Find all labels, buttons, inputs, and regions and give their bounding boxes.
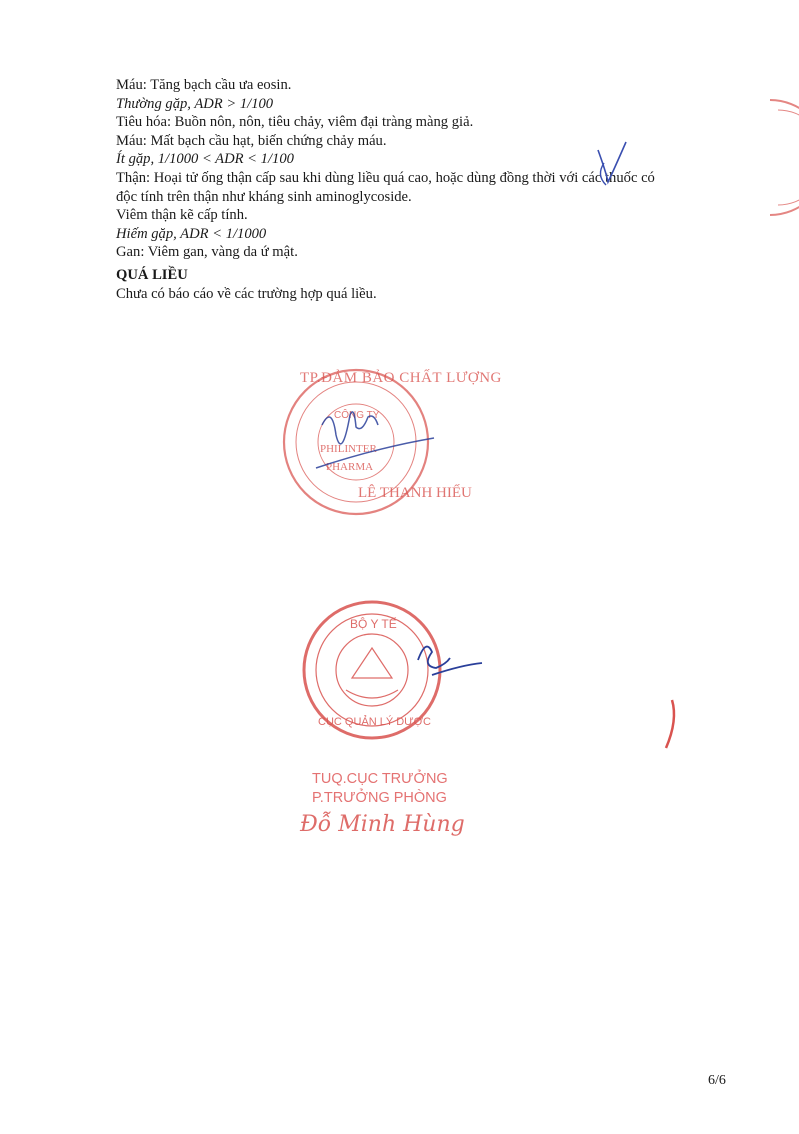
company-stamp-name: LÊ THANH HIẾU <box>358 485 472 501</box>
overdose-text: Chưa có báo cáo về các trường hợp quá liều. <box>116 285 377 302</box>
ministry-line-1: TUQ.CỤC TRƯỞNG <box>312 771 448 787</box>
company-stamp-title: TP.ĐẢM BẢO CHẤT LƯỢNG <box>300 370 502 386</box>
ministry-stamp-block <box>312 770 448 808</box>
seal-company-top: CÔNG TY <box>334 410 380 421</box>
edge-seal-icon <box>770 100 799 215</box>
text-line: Thường gặp, ADR > 1/100 <box>116 95 274 112</box>
red-mark <box>666 700 674 748</box>
seal-ministry-bottom: CỤC QUẢN LÝ DƯỢC <box>318 716 431 728</box>
ministry-line-2: P.TRƯỞNG PHÒNG <box>312 790 447 806</box>
seal-ministry-top: BỘ Y TẾ <box>350 617 397 631</box>
text-line: Máu: Mất bạch cầu hạt, biến chứng chảy máu. <box>116 132 387 149</box>
check-mark-icon <box>598 142 626 182</box>
text-line: độc tính trên thận như kháng sinh aminoglycoside. <box>116 188 412 205</box>
ministry-signature-name: Đỗ Minh Hùng <box>300 812 465 837</box>
text-line: Ít gặp, 1/1000 < ADR < 1/100 <box>116 151 294 168</box>
text-line: Viêm thận kẽ cấp tính. <box>116 207 248 224</box>
seal-company-mid2: PHARMA <box>326 461 374 473</box>
text-line: Máu: Tăng bạch cầu ưa eosin. <box>116 77 292 93</box>
page-number: 6/6 <box>708 1073 726 1088</box>
overdose-heading: QUÁ LIỀU <box>116 266 188 283</box>
text-line: Gan: Viêm gan, vàng da ứ mật. <box>116 244 298 261</box>
seal-company-mid1: PHILINTER <box>320 443 377 455</box>
text-line: Tiêu hóa: Buồn nôn, nôn, tiêu chảy, viêm đại tràng màng giả. <box>116 114 474 131</box>
text-line: Hiếm gặp, ADR < 1/1000 <box>116 225 267 242</box>
text-line: Thận: Hoại tử ống thận cấp sau khi dùng liều quá cao, hoặc dùng đồng thời với các thuốc có <box>116 169 655 186</box>
